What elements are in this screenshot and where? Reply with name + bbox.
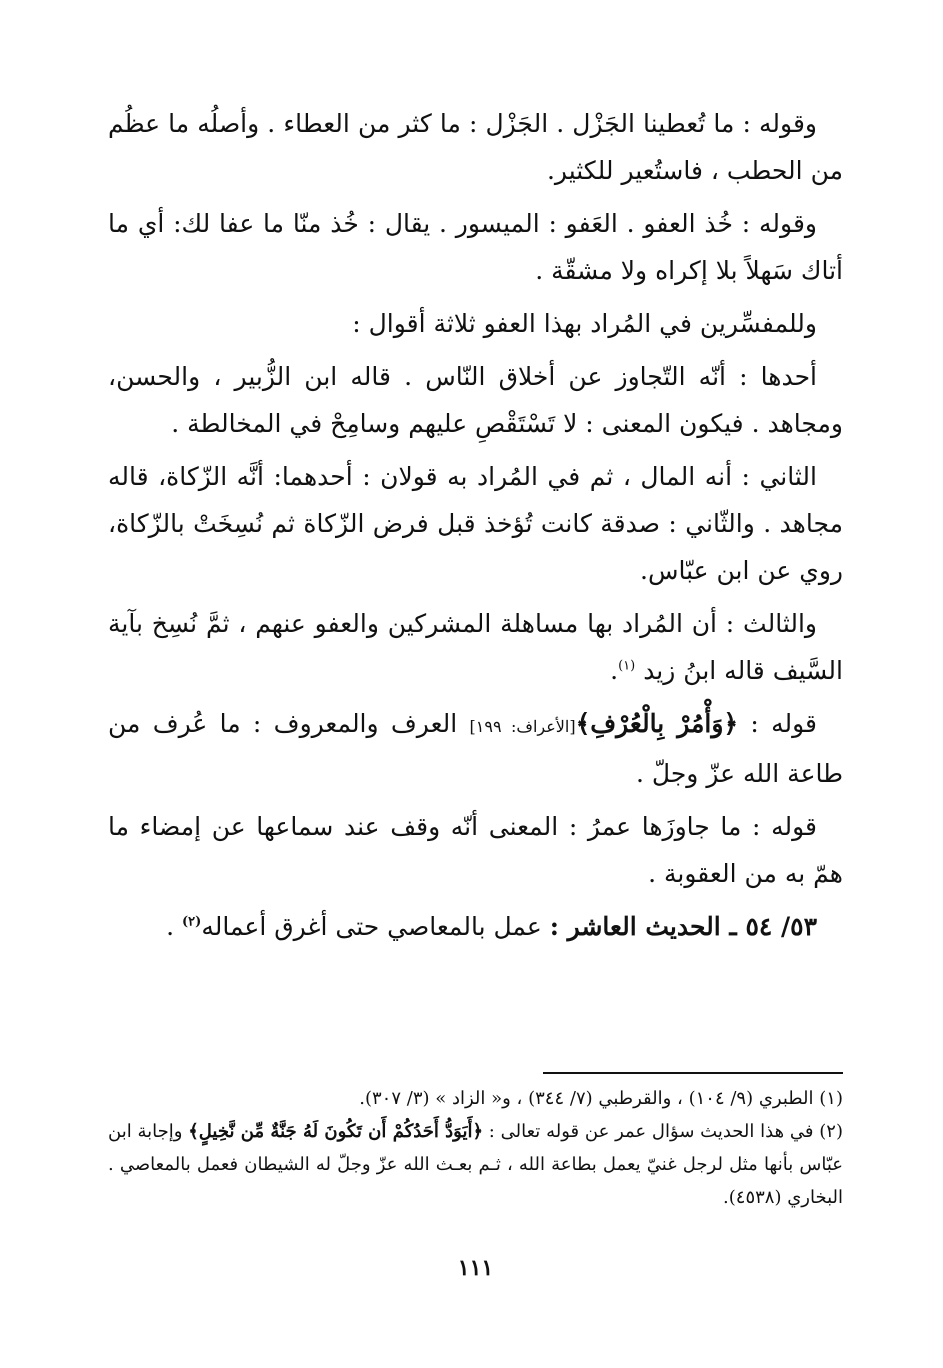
heading-end: . xyxy=(166,912,183,941)
paragraph: أحدها : أنّه التّجاوز عن أخلاق النّاس . قاله ابن الزُّبير ، والحسن، ومجاهد . فيكون المعنى : لا تَسْتَقْصِ عليهم وسامِحْ في المخالطة . xyxy=(108,362,843,438)
heading-number: ٥٣/ ٥٤ ـ الحديث العاشر : xyxy=(549,912,817,941)
page-number: ١١١ xyxy=(457,1255,494,1281)
paragraph-end: . xyxy=(610,656,619,685)
paragraph xyxy=(108,700,843,797)
paragraph: وقوله : ما تُعطينا الجَزْل . الجَزْل : ما كثر من العطاء . وأصلُه ما عظُم من الحطب ، فاستُعير للكثير. xyxy=(108,109,843,185)
paragraph: الثاني : أنه المال ، ثم في المُراد به قولان : أحدهما: أنَّه الزّكاة، قاله مجاهد . والثّاني : صدقة كانت تُؤخذ قبل فرض الزّكاة ثم نُسِخَتْ بالزّكاة، روي عن ابن عبّاس. xyxy=(108,462,843,585)
heading-title: عمل بالمعاصي حتى أغرق أعماله xyxy=(201,912,550,941)
quran-verse: ﴿وَأْمُرْ بِالْعُرْفِ﴾ xyxy=(575,709,739,738)
footnotes xyxy=(108,1082,843,1214)
paragraph xyxy=(108,600,843,694)
footnote-ref[interactable]: (١) xyxy=(618,658,636,674)
main-text xyxy=(108,100,843,950)
footnote-divider xyxy=(543,1072,843,1074)
book-page xyxy=(108,100,843,1320)
paragraph-text: والثالث : أن المُراد بها مساهلة المشركين والعفو عنهم ، ثمَّ نُسِخ بآية السَّيف قاله ابنُ زيد xyxy=(108,609,843,685)
paragraph: وللمفسِّرين في المُراد بهذا العفو ثلاثة أقوال : xyxy=(352,309,817,338)
paragraph-text: قوله : xyxy=(738,709,817,738)
paragraph-text: العرف والمعروف : ما عُرف من طاعة الله عزّ وجلّ . xyxy=(108,709,843,788)
footnote-ref[interactable]: (٢) xyxy=(182,914,202,930)
paragraph: وقوله : خُذ العفو . العَفو : الميسور . يقال : خُذ منّا ما عفا لك: أي ما أتاك سَهلاً بلا إكراه ولا مشقّة . xyxy=(108,209,843,285)
footnote-text: وإجابة ابن عبّاس بأنها مثل لرجل غنيّ يعمل بطاعة الله ، ثـم بعـث الله عزّ وجلّ له الشيطان فعمل بالمعاصي . البخاري (٤٥٣٨). xyxy=(108,1121,843,1208)
paragraph: قوله : ما جاوزَها عمرُ : المعنى أنّه وقف عند سماعها عن إمضاء ما همّ به من العقوبة . xyxy=(108,812,843,888)
verse-reference: [الأعراف: ١٩٩] xyxy=(469,717,576,736)
footnote-2 xyxy=(108,1115,843,1214)
hadith-heading xyxy=(108,903,843,950)
footnote-1: (١) الطبري (٩/ ١٠٤) ، والقرطبي (٧/ ٣٤٤) ، و« الزاد » (٣/ ٣٠٧). xyxy=(359,1088,843,1109)
quran-verse: ﴿أَيَوَدُّ أَحَدُكُمْ أَن تَكُونَ لَهُ جَنَّةٌ مِّن نَّخِيلٍ﴾ xyxy=(188,1121,484,1142)
footnote-text: (٢) في هذا الحديث سؤال عمر عن قوله تعالى : xyxy=(483,1121,843,1142)
